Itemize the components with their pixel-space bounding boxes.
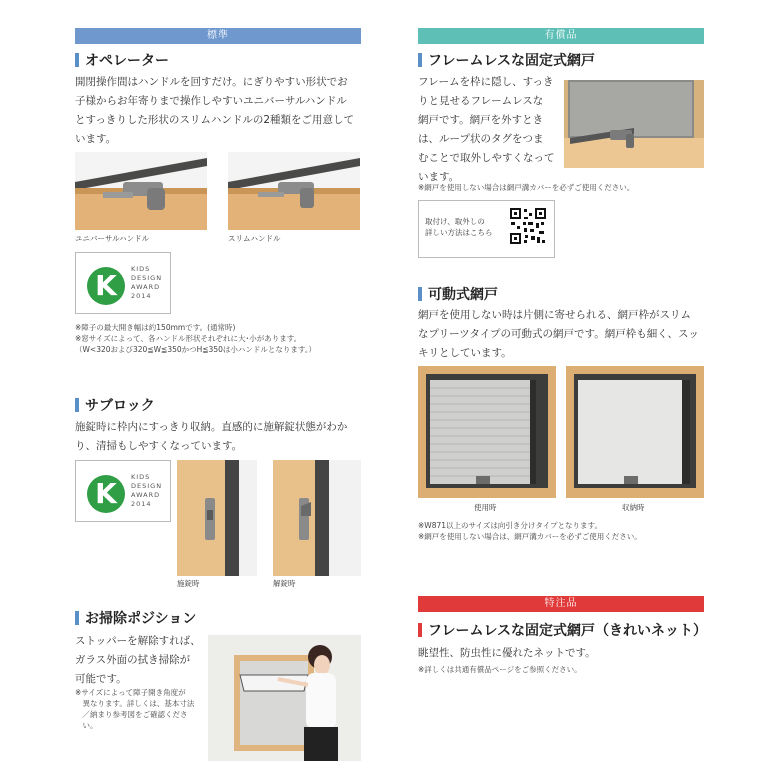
qr-text: 取付け、取外しの 詳しい方法はこちら: [425, 217, 493, 237]
unlocked-caption: 解錠時: [273, 579, 296, 588]
operator-body: 開閉操作間はハンドルを回すだけ。にぎりやすい形状でお 子様からお年寄りまで操作しやすいユニバーサルハンドル とすっきりした形状のスリムハンドルの2種類をご用意して います。: [75, 76, 355, 145]
unlocked-photo: [273, 460, 361, 576]
band-special: 特注品: [418, 596, 704, 612]
movable-notes: ※W871以上のサイズは向引き分けタイプとなります。 ※網戸を使用しない場合は、網戸溝カバーを必ずご使用ください。: [418, 521, 642, 541]
stored-caption: 収納時: [622, 503, 645, 512]
qr-code[interactable]: [509, 207, 547, 245]
universal-handle-caption: ユニバーサルハンドル: [75, 234, 150, 243]
band-paid: 有償品: [418, 28, 704, 44]
operator-notes: ※障子の最大開き幅は約150mmです。(通常時) ※窓サイズによって、各ハンドル形状それぞれに大･小があります。 （W<320および320≦W≦350かつH≦350は小ハンドルとなります。）: [75, 323, 317, 354]
kids-design-award-badge: [75, 252, 171, 314]
movable-heading: 可動式網戸: [418, 286, 498, 304]
screen-in-use-photo: [418, 366, 556, 498]
clean-net-note: ※詳しくは共通有償品ページをご参照ください。: [418, 665, 582, 674]
clean-net-heading: フレームレスな固定式網戸（きれいネット）: [418, 622, 707, 640]
cleaning-notes: ※サイズによって障子開き角度が 異なります。詳しくは、基本寸法 ／納まり参考図をご確認くださ い。: [75, 688, 195, 730]
band-standard: 標準: [75, 28, 361, 44]
kids-award-text-2: KIDS DESIGN AWARD 2014: [131, 473, 163, 508]
in-use-caption: 使用時: [474, 503, 497, 512]
clean-net-body: 眺望性、防虫性に優れたネットです。: [418, 647, 596, 659]
slim-handle-caption: スリムハンドル: [228, 234, 281, 243]
slim-handle-photo: [228, 152, 360, 230]
cleaning-position-photo: [208, 635, 361, 761]
screen-stored-photo: [566, 366, 704, 498]
kids-design-logo: K: [87, 267, 125, 305]
locked-photo: [177, 460, 257, 576]
kids-design-award-badge-2: [75, 460, 171, 522]
locked-caption: 施錠時: [177, 579, 200, 588]
cleaning-body: ストッパーを解除すれば、 ガラス外面の拭き掃除が 可能です。: [75, 635, 201, 685]
qr-box: [418, 200, 555, 258]
frameless-note: ※網戸を使用しない場合は網戸溝カバーを必ずご使用ください。: [418, 183, 635, 192]
cleaning-heading: お掃除ポジション: [75, 610, 196, 628]
universal-handle-photo: [75, 152, 207, 230]
frameless-body: フレームを枠に隠し、すっき りと見せるフレームレスな 網戸です。網戸を外すとき は、ループ状のタグをつま むことで取外しやすくなって います。: [418, 76, 555, 183]
kids-award-text: KIDS DESIGN AWARD 2014: [131, 265, 163, 300]
frameless-heading: フレームレスな固定式網戸: [418, 52, 595, 70]
kids-design-logo-2: K: [87, 475, 125, 513]
frameless-screen-photo: [564, 80, 704, 168]
sublock-body: 施錠時に枠内にすっきり収納。直感的に施解錠状態がわか り、清掃もしやすくなっています。: [75, 421, 348, 452]
sublock-heading: サブロック: [75, 397, 155, 415]
movable-body: 網戸を使用しない時は片側に寄せられる、網戸枠がスリム なプリーツタイプの可動式の網戸です。網戸枠も細く、スッ キリとしています。: [418, 309, 699, 359]
operator-heading: オペレーター: [75, 52, 169, 70]
